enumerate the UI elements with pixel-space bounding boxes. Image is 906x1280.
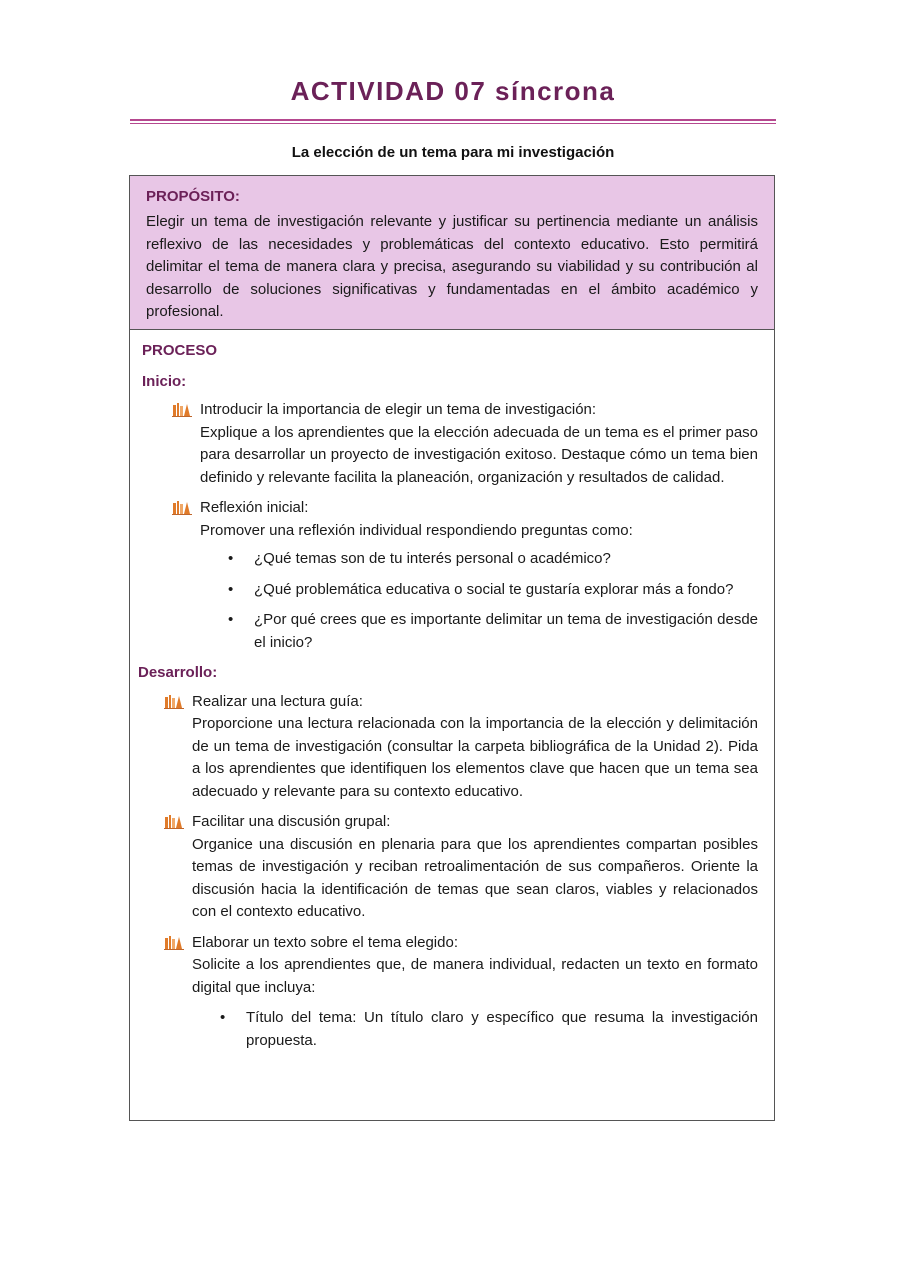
- list-item: [164, 691, 758, 804]
- books-icon: [164, 694, 184, 709]
- question-list: [200, 548, 758, 654]
- desarrollo-label: Desarrollo:: [138, 664, 218, 681]
- item-title: Elaborar un texto sobre el tema elegido:: [192, 933, 458, 951]
- list-item: [172, 399, 758, 489]
- content-list: [192, 1007, 758, 1052]
- item-title: Introducir la importancia de elegir un tema de investigación:: [200, 401, 597, 418]
- purpose-section: [130, 176, 774, 330]
- inicio-label: Inicio:: [142, 372, 187, 390]
- question-item: • ¿Qué problemática educativa o social te gustaría explorar más a fondo?: [200, 579, 758, 602]
- question-item: • ¿Qué temas son de tu interés personal o académico?: [200, 548, 758, 571]
- question-item: • ¿Por qué crees que es importante delimitar un tema de investigación desde el inicio?: [200, 609, 758, 654]
- list-item: [164, 811, 758, 924]
- item-text: Solicite a los aprendientes que, de manera individual, redacten un texto en formato digital que incluya:: [192, 956, 758, 996]
- item-text: Promover una reflexión individual respondiendo preguntas como:: [200, 521, 633, 539]
- desarrollo-list: [164, 691, 758, 1053]
- process-section: [130, 330, 774, 1052]
- title-divider-thin: [130, 123, 776, 124]
- inicio-list: [172, 399, 758, 654]
- books-icon: [172, 500, 192, 515]
- item-text: Organice una discusión en plenaria para que los aprendientes compartan posibles temas de investigación y reciban retroalimentación de sus compañeros. Oriente la discusión hacia la identificación de temas que sean claros, viables y relacionados con el contexto educativo.: [192, 835, 758, 920]
- item-title: Facilitar una discusión grupal:: [192, 813, 391, 830]
- item-title: Reflexión inicial:: [200, 499, 309, 516]
- item-text: Explique a los aprendientes que la elección adecuada de un tema es el primer paso para desarrollar un proyecto de investigación exitoso. Destaque cómo un tema bien definido y relevante facilita la planeación, organización y resultados de calidad.: [200, 423, 758, 486]
- books-icon: [164, 814, 184, 829]
- activity-subtitle: La elección de un tema para mi investigación: [291, 144, 615, 161]
- books-icon: [172, 402, 192, 417]
- item-text: Proporcione una lectura relacionada con la importancia de la elección y delimitación de un tema de investigación (consultar la carpeta bibliográfica de la Unidad 2). Pida a los aprendientes que identifiquen los elementos clave que hacen que un tema sea adecuado y relevante para su contexto educativo.: [192, 715, 758, 800]
- item-title: Realizar una lectura guía:: [192, 692, 363, 710]
- purpose-label: PROPÓSITO:: [146, 188, 240, 205]
- page-title: ACTIVIDAD 07 síncrona: [290, 76, 616, 106]
- purpose-text: Elegir un tema de investigación relevante y justificar su pertinencia mediante un análisis reflexivo de las necesidades y problemáticas del contexto educativo. Esto permitirá delimitar el tema de manera clara y precisa, asegurando su viabilidad y su contribución al desarrollo de soluciones significativas y fundamentadas en el ámbito académico y profesional.: [146, 213, 758, 320]
- title-divider: [130, 119, 776, 121]
- process-label: PROCESO: [142, 342, 218, 359]
- activity-box: [129, 175, 775, 1121]
- content-item: • Título del tema: Un título claro y específico que resuma la investigación propuesta.: [192, 1007, 758, 1052]
- books-icon: [164, 935, 184, 950]
- list-item: [164, 932, 758, 1053]
- list-item: [172, 497, 758, 654]
